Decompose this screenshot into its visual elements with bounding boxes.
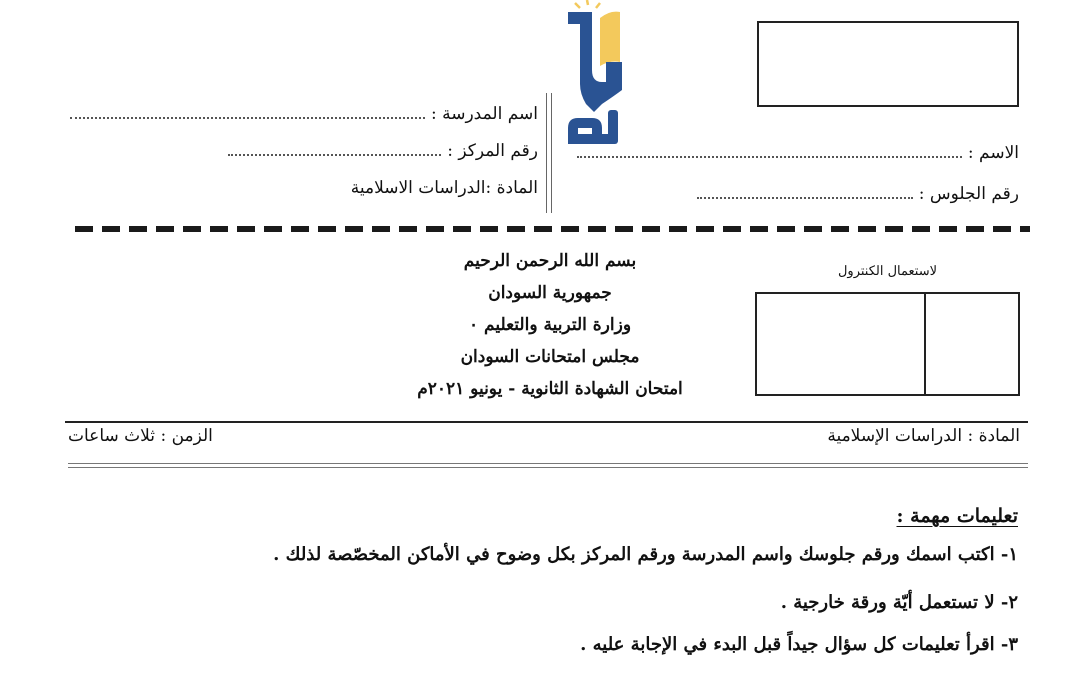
student-name-label: الاسم : (967, 143, 1019, 163)
school-name-blank[interactable] (70, 117, 425, 119)
vertical-separator (546, 93, 552, 213)
center-number-blank[interactable] (228, 154, 441, 156)
subject-field (310, 178, 538, 198)
top-blank-box (757, 21, 1019, 107)
center-number-field[interactable] (228, 141, 538, 161)
seat-number-label: رقم الجلوس : (918, 184, 1019, 204)
control-box (755, 292, 1020, 396)
exam-title: امتحان الشهادة الثانوية - يونيو ٢٠٢١م (417, 379, 683, 399)
student-name-field[interactable] (577, 143, 1019, 163)
exam-heading (380, 245, 720, 405)
cut-line-divider (75, 226, 1030, 232)
instruction-item: ٣- اقرأ تعليمات كل سؤال جيداً قبل البدء في الإجابة عليه . (580, 634, 1018, 655)
header-rule (65, 421, 1028, 423)
basmala: بسم الله الرحمن الرحيم (463, 251, 637, 271)
instruction-item: ٢- لا تستعمل أيّة ورقة خارجية . (780, 592, 1018, 613)
seat-number-blank[interactable] (697, 197, 913, 199)
control-cell-left (757, 294, 926, 394)
instructions-title: تعليمات مهمة : (896, 505, 1018, 527)
seat-number-field[interactable] (697, 184, 1019, 204)
student-name-blank[interactable] (577, 156, 962, 158)
control-cell-right (926, 294, 1018, 394)
school-name-field[interactable] (70, 104, 538, 124)
info-time: الزمن : ثلاث ساعات (68, 426, 213, 446)
council-name: مجلس امتحانات السودان (460, 347, 640, 367)
control-use-label: لاستعمال الكنترول (837, 264, 938, 279)
ministry-name: وزارة التربية والتعليم ٠ (468, 315, 632, 335)
lam-logo-icon (562, 0, 632, 150)
info-subject: المادة : الدراسات الإسلامية (827, 426, 1020, 446)
info-row (68, 426, 1020, 456)
center-number-label: رقم المركز : (447, 141, 538, 161)
info-double-rule (68, 463, 1028, 468)
school-name-label: اسم المدرسة : (430, 104, 538, 124)
instruction-item: ١- اكتب اسمك ورقم جلوسك واسم المدرسة ورقم المركز بكل وضوح في الأماكن المخصّصة لذلك . (273, 544, 1018, 565)
lam-logo (562, 0, 632, 150)
country-name: جمهورية السودان (488, 283, 612, 303)
subject-label: المادة :الدراسات الاسلامية (350, 178, 538, 198)
